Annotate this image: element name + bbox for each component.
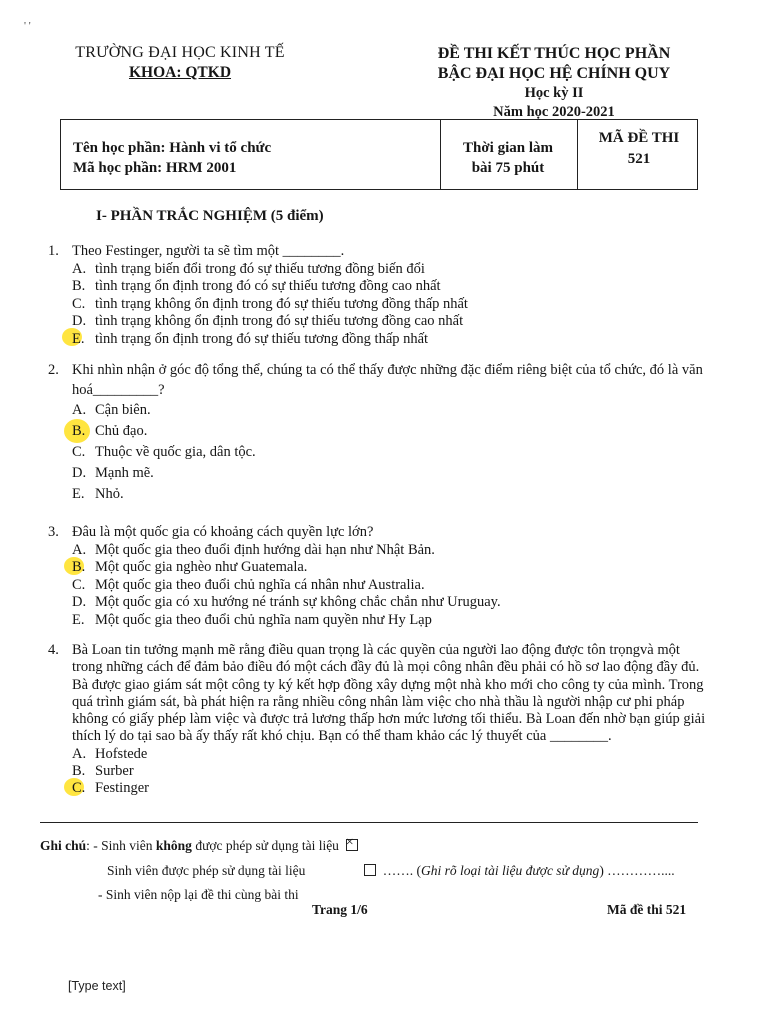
option-a [48,746,708,763]
scan-marks: ' ' [24,20,31,32]
question-3 [48,524,708,629]
exam-code-value: 521 [627,151,651,167]
option-a [48,261,708,279]
checked-box-icon [346,839,358,851]
question-stem [48,243,708,261]
option-e [48,331,708,349]
option-text: tình trạng không ổn định trong đó sự thiếu tương đồng thấp nhất [95,295,468,312]
option-text: Nhỏ. [95,486,124,502]
option-e [48,484,708,505]
page-number: Trang 1/6 [312,902,368,917]
note-text: : - Sinh viên [86,838,156,853]
option-e [48,612,708,630]
option-text: Một quốc gia nghèo như Guatemala. [95,559,308,575]
question-stem [48,524,708,542]
footer-divider [40,822,698,823]
empty-box-icon [364,864,376,876]
question-text: Bà Loan tin tưởng mạnh mẽ rằng điều quan trọng là các quyền của người lao động được tôn trọngvà một trong những cách để đảm bảo điều đó một cách đầy đủ là mọi công nhân đều phải có hồ sơ lao động đầy đủ. Bà được giao giám sát một công ty ký kết hợp đồng xây dựng một nhà kho mới cho công ty của mình. Trong quá trình giám sát, bà phát hiện ra rằng nhiều công nhân làm việc cho nhà thầu là người nhập cư phi pháp không có giấy phép làm việc và được trả lương thấp hơn mức lương tối thiểu. Bà Loan đến nhờ bạn giúp giải thích lý do tại sao bà ấy thấy rất khó chịu. Bạn có thể tham khảo các lý thuyết của ________. [72,642,706,745]
section-title: I- PHẦN TRẮC NGHIỆM (5 điểm) [96,208,324,224]
option-letter: C. [72,576,86,593]
option-text: Surber [95,763,134,780]
option-letter: A. [72,745,87,762]
question-2 [48,360,708,505]
option-a [48,400,708,421]
option-letter: E. [72,330,85,347]
option-letter: A. [72,541,87,558]
option-text: Festinger [95,780,149,797]
course-name: Tên học phần: Hành vi tổ chức [73,140,272,156]
note-italic: Ghi rõ loại tài liệu được sử dụng [421,863,600,878]
university-name: TRƯỜNG ĐẠI HỌC KINH TẾ [75,44,285,61]
option-b [48,421,708,442]
option-text: Một quốc gia theo đuổi chủ nghĩa nam quyền như Hy Lạp [95,611,432,628]
option-text: tình trạng ổn định trong đó sự thiếu tương đồng thấp nhất [95,330,429,347]
question-text: Khi nhìn nhận ở góc độ tổng thể, chúng ta có thể thấy được những đặc điểm riêng biệt của tổ chức, đó là văn hoá_________? [72,362,703,398]
option-letter: C. [72,444,86,460]
option-letter: D. [72,465,87,481]
option-letter: D. [72,313,87,329]
option-letter: C. [72,295,86,312]
option-text: tình trạng biến đổi trong đó sự thiếu tương đồng biến đổi [95,260,425,277]
question-number: 1. [48,243,59,259]
option-letter: D. [72,594,87,610]
option-letter: E. [72,611,85,628]
note-label: Ghi chú [40,838,87,853]
header-left [70,44,290,82]
note-text: được phép sử dụng tài liệu [191,838,339,853]
exam-time [443,138,573,178]
option-b [48,278,708,296]
option-letter: C. [72,780,86,797]
note-line-2-right [364,862,675,880]
box-divider [577,120,578,189]
option-d [48,313,708,331]
question-4 [48,642,708,798]
exam-time-line2: bài 75 phút [471,160,545,176]
option-text: tình trạng ổn định trong đó có sự thiếu tương đồng cao nhất [95,278,441,294]
note-line-1 [40,837,358,855]
note-text: Sinh viên được phép sử dụng tài liệu [107,863,306,878]
question-stem [48,360,708,400]
option-letter: A. [72,260,87,277]
option-text: Chủ đạo. [95,423,148,439]
option-letter: B. [72,559,86,575]
option-d [48,594,708,612]
option-text: Một quốc gia theo đuổi chủ nghĩa cá nhân như Australia. [95,576,425,593]
question-number: 4. [48,642,59,658]
option-c [48,780,708,797]
question-stem [48,642,708,746]
option-a [48,542,708,560]
course-code: Mã học phần: HRM 2001 [73,160,237,176]
option-text: tình trạng không ổn định trong đó sự thiếu tương đồng cao nhất [95,313,464,329]
option-text: Cận biên. [95,402,151,418]
program-name: BẬC ĐẠI HỌC HỆ CHÍNH QUY [437,65,671,82]
note-line-3: - Sinh viên nộp lại đề thi cùng bài thi [98,887,299,902]
exam-code [579,128,699,170]
question-text: Đâu là một quốc gia có khoảng cách quyền lực lớn? [72,524,374,540]
note-line-2 [107,862,305,880]
option-letter: B. [72,763,86,780]
option-b [48,763,708,780]
exam-code-label: MÃ ĐỀ THI [598,130,680,146]
option-text: Thuộc về quốc gia, dân tộc. [95,444,256,460]
semester: Học kỳ II [524,85,584,101]
course-info-box [60,119,698,190]
faculty-name: KHOA: QTKD [128,64,232,81]
question-number: 2. [48,362,59,378]
question-number: 3. [48,524,59,540]
footer-exam-code: Mã đề thi 521 [607,902,687,917]
option-c [48,577,708,595]
header-right [404,44,704,122]
type-text-placeholder: [Type text] [68,979,126,993]
option-text: Mạnh mẽ. [95,465,154,481]
option-b [48,559,708,577]
box-divider [440,120,441,189]
option-text: Một quốc gia theo đuổi định hướng dài hạn như Nhật Bản. [95,541,435,558]
option-d [48,463,708,484]
question-1 [48,243,708,348]
note-text: ……. ( [382,863,421,878]
option-letter: E. [72,486,85,502]
exam-title: ĐỀ THI KẾT THÚC HỌC PHẦN [437,45,671,62]
note-bold: không [155,838,192,853]
option-text: Một quốc gia có xu hướng né tránh sự không chắc chắn như Uruguay. [95,594,501,610]
option-letter: B. [72,278,86,294]
question-text: Theo Festinger, người ta sẽ tìm một ________. [72,243,345,259]
option-letter: B. [72,423,86,439]
option-text: Hofstede [95,745,148,762]
option-c [48,296,708,314]
option-letter: A. [72,402,87,418]
exam-time-line1: Thời gian làm [463,140,553,156]
note-text: ) ………….... [599,863,675,878]
option-c [48,442,708,463]
course-info [73,138,271,178]
school-year: Năm học 2020-2021 [493,104,615,120]
